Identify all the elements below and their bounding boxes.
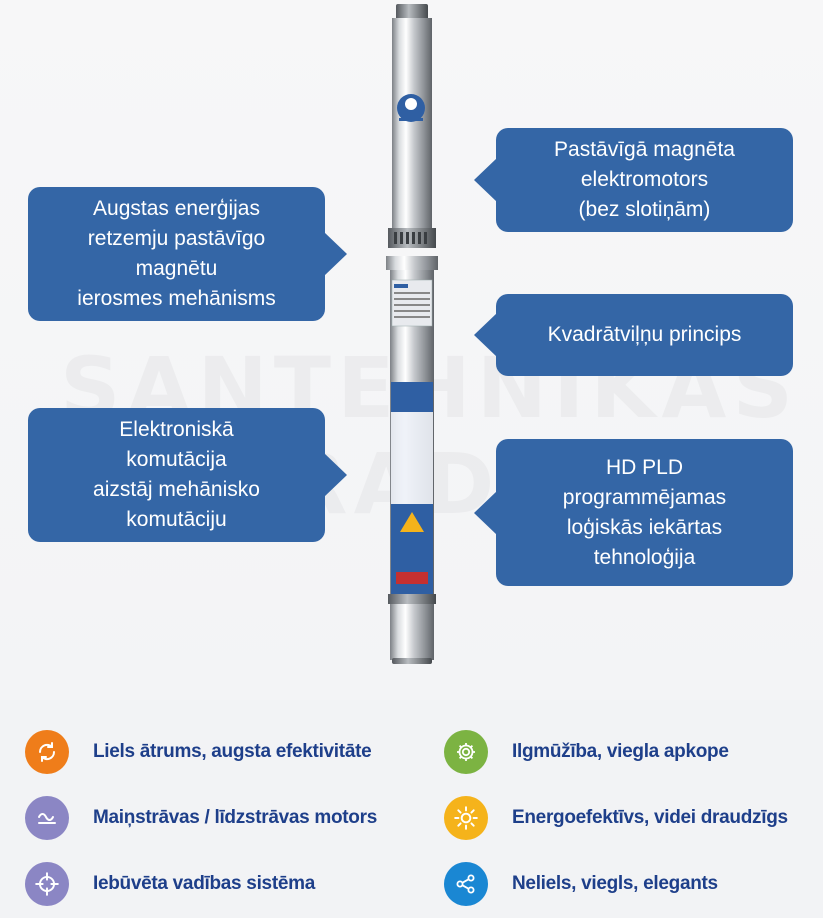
callout-pld-tech [496,439,793,586]
feature-eco [444,796,788,840]
feature-label: Iebūvēta vadības sistēma [93,873,315,894]
callout-text: HD PLD programmējamas loģiskās iekārtas tehnoloģija [562,455,727,569]
gear-icon [444,730,488,774]
feature-label: Neliels, viegls, elegants [512,873,718,894]
callout-text: Elektroniskā komutācija aizstāj mehānisko komutāciju [93,418,260,531]
feature-ac-dc [25,796,377,840]
crosshair-icon [25,862,69,906]
feature-control-system [25,862,315,906]
share-icon [444,862,488,906]
feature-label: Energoefektīvs, videi draudzīgs [512,807,788,828]
callout-text: Pastāvīgā magnēta elektromotors (bez slotiņām) [554,138,735,221]
callout-pm-motor [496,128,793,232]
pump-drawing [386,0,440,668]
refresh-icon [25,730,69,774]
callout-square-wave [496,294,793,376]
callout-text: Kvadrātviļņu princips [547,323,742,346]
wave-icon [25,796,69,840]
feature-high-speed [25,730,371,774]
callout-electronic-commutation [28,408,325,542]
pump-image [386,0,440,668]
feature-label: Maiņstrāvas / līdzstrāvas motors [93,807,377,828]
feature-label: Liels ātrums, augsta efektivitāte [93,741,372,762]
feature-durability [444,730,729,774]
feature-compact [444,862,718,906]
feature-label: Ilgmūžība, viegla apkope [512,741,729,762]
callout-magnet-excitation [28,187,325,321]
callout-text: Augstas enerģijas retzemju pastāvīgo magnētu ierosmes mehānisms [77,197,276,310]
sun-icon [444,796,488,840]
